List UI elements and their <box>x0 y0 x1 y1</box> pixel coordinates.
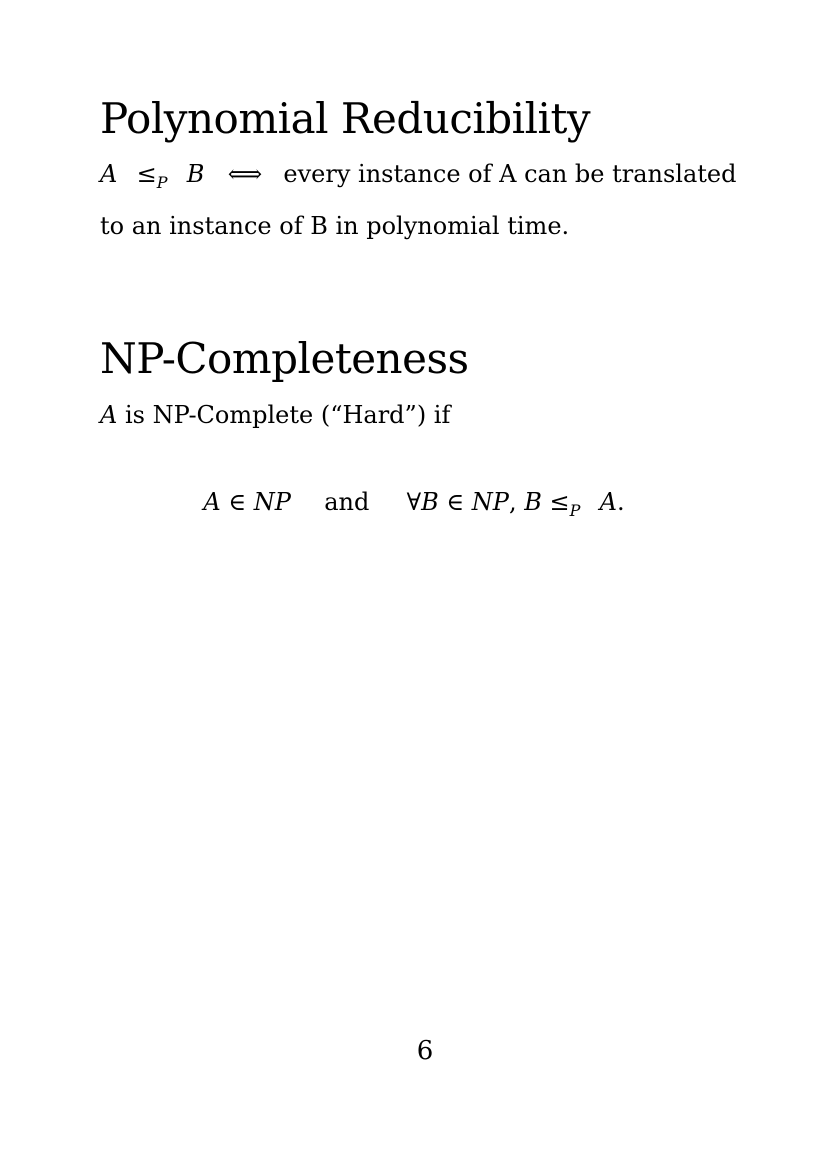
math-var-a: A <box>100 160 118 188</box>
leq-symbol: ≤ <box>136 160 157 188</box>
iff-symbol: ⟺ <box>227 160 263 188</box>
subscript-p: P <box>156 173 168 192</box>
np-complete-intro <box>100 403 450 427</box>
math-var-b: B <box>186 160 205 188</box>
element-of-symbol: ∈ <box>446 488 465 516</box>
math-var-a: A <box>100 401 118 429</box>
section-title-np-completeness: NP-Completeness <box>100 334 469 383</box>
period: . <box>617 488 625 516</box>
element-of-symbol: ∈ <box>228 488 247 516</box>
subscript-p: P <box>569 501 581 520</box>
math-var-a: A <box>203 488 221 516</box>
reducibility-definition-line-1 <box>100 160 737 192</box>
math-var-a: A <box>599 488 617 516</box>
forall-symbol: ∀ <box>406 488 422 516</box>
intro-text: is NP-Complete (“Hard”) if <box>124 401 451 429</box>
math-var-b: B <box>421 488 439 516</box>
section-title-polynomial-reducibility: Polynomial Reducibility <box>100 94 591 143</box>
math-var-b: B <box>524 488 542 516</box>
reducibility-definition-line-2: to an instance of B in polynomial time. <box>100 212 570 240</box>
definition-text: every instance of A can be translated <box>283 160 737 188</box>
np-class: NP <box>471 488 509 516</box>
page-number: 6 <box>416 1036 434 1066</box>
np-class: NP <box>253 488 291 516</box>
np-complete-formula <box>0 488 828 520</box>
comma: , <box>508 488 517 516</box>
and-word: and <box>324 488 370 516</box>
leq-symbol: ≤ <box>549 488 570 516</box>
